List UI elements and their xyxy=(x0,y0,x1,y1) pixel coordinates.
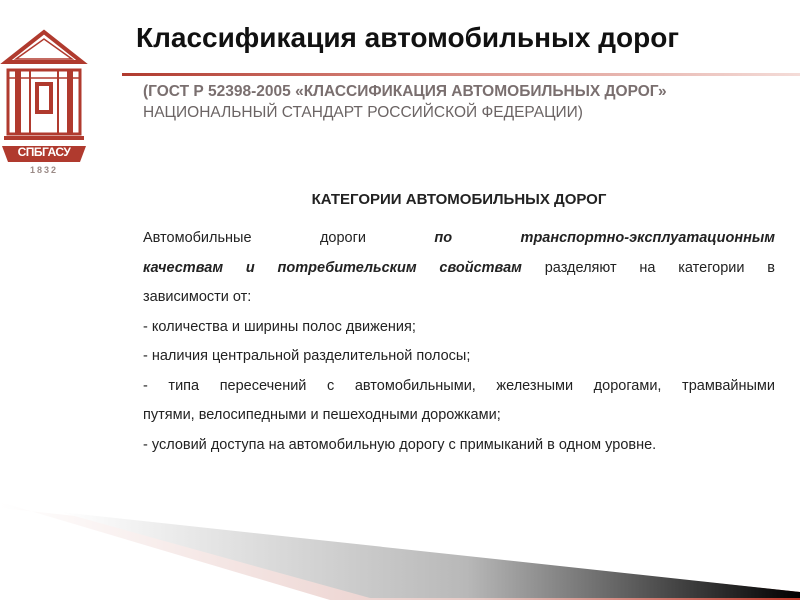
list-item: - количества и ширины полос движения; xyxy=(143,318,416,335)
text-run: Автомобильные дороги xyxy=(143,230,435,246)
page-title: Классификация автомобильных дорог xyxy=(136,22,680,53)
emphasis-text: по транспортно-эксплуатационным xyxy=(434,230,775,246)
emphasis-text: качествам и потребительским свойствам xyxy=(143,259,522,276)
standard-name: НАЦИОНАЛЬНЫЙ СТАНДАРТ РОССИЙСКОЙ ФЕДЕРАЦИИ) xyxy=(143,104,583,121)
list-item: - наличия центральной разделительной полосы; xyxy=(143,348,471,364)
decorative-wedge xyxy=(0,470,800,600)
list-item-continuation: путями, велосипедными и пешеходными дорожками; xyxy=(143,407,501,423)
list-item: - типа пересечений с автомобильными, железными дорогами, трамвайными xyxy=(143,377,775,394)
paragraph-line: зависимости от: xyxy=(143,289,252,305)
title-divider xyxy=(122,73,800,76)
body-text xyxy=(143,224,775,460)
gost-reference: (ГОСТ Р 52398-2005 «КЛАССИФИКАЦИЯ АВТОМОБИЛЬНЫХ ДОРОГ» xyxy=(143,83,667,100)
building-emblem-icon xyxy=(0,26,92,186)
logo-text: СПБГАСУ xyxy=(17,145,71,159)
text-run: разделяют на категории в xyxy=(544,259,776,276)
paragraph-line xyxy=(143,224,775,254)
section-heading: КАТЕГОРИИ АВТОМОБИЛЬНЫХ ДОРОГ xyxy=(311,191,607,208)
paragraph-line xyxy=(143,254,775,284)
logo-year: 1832 xyxy=(29,165,59,175)
list-item: - условий доступа на автомобильную дорогу с примыканий в одном уровне. xyxy=(143,436,657,453)
university-logo xyxy=(0,26,92,186)
